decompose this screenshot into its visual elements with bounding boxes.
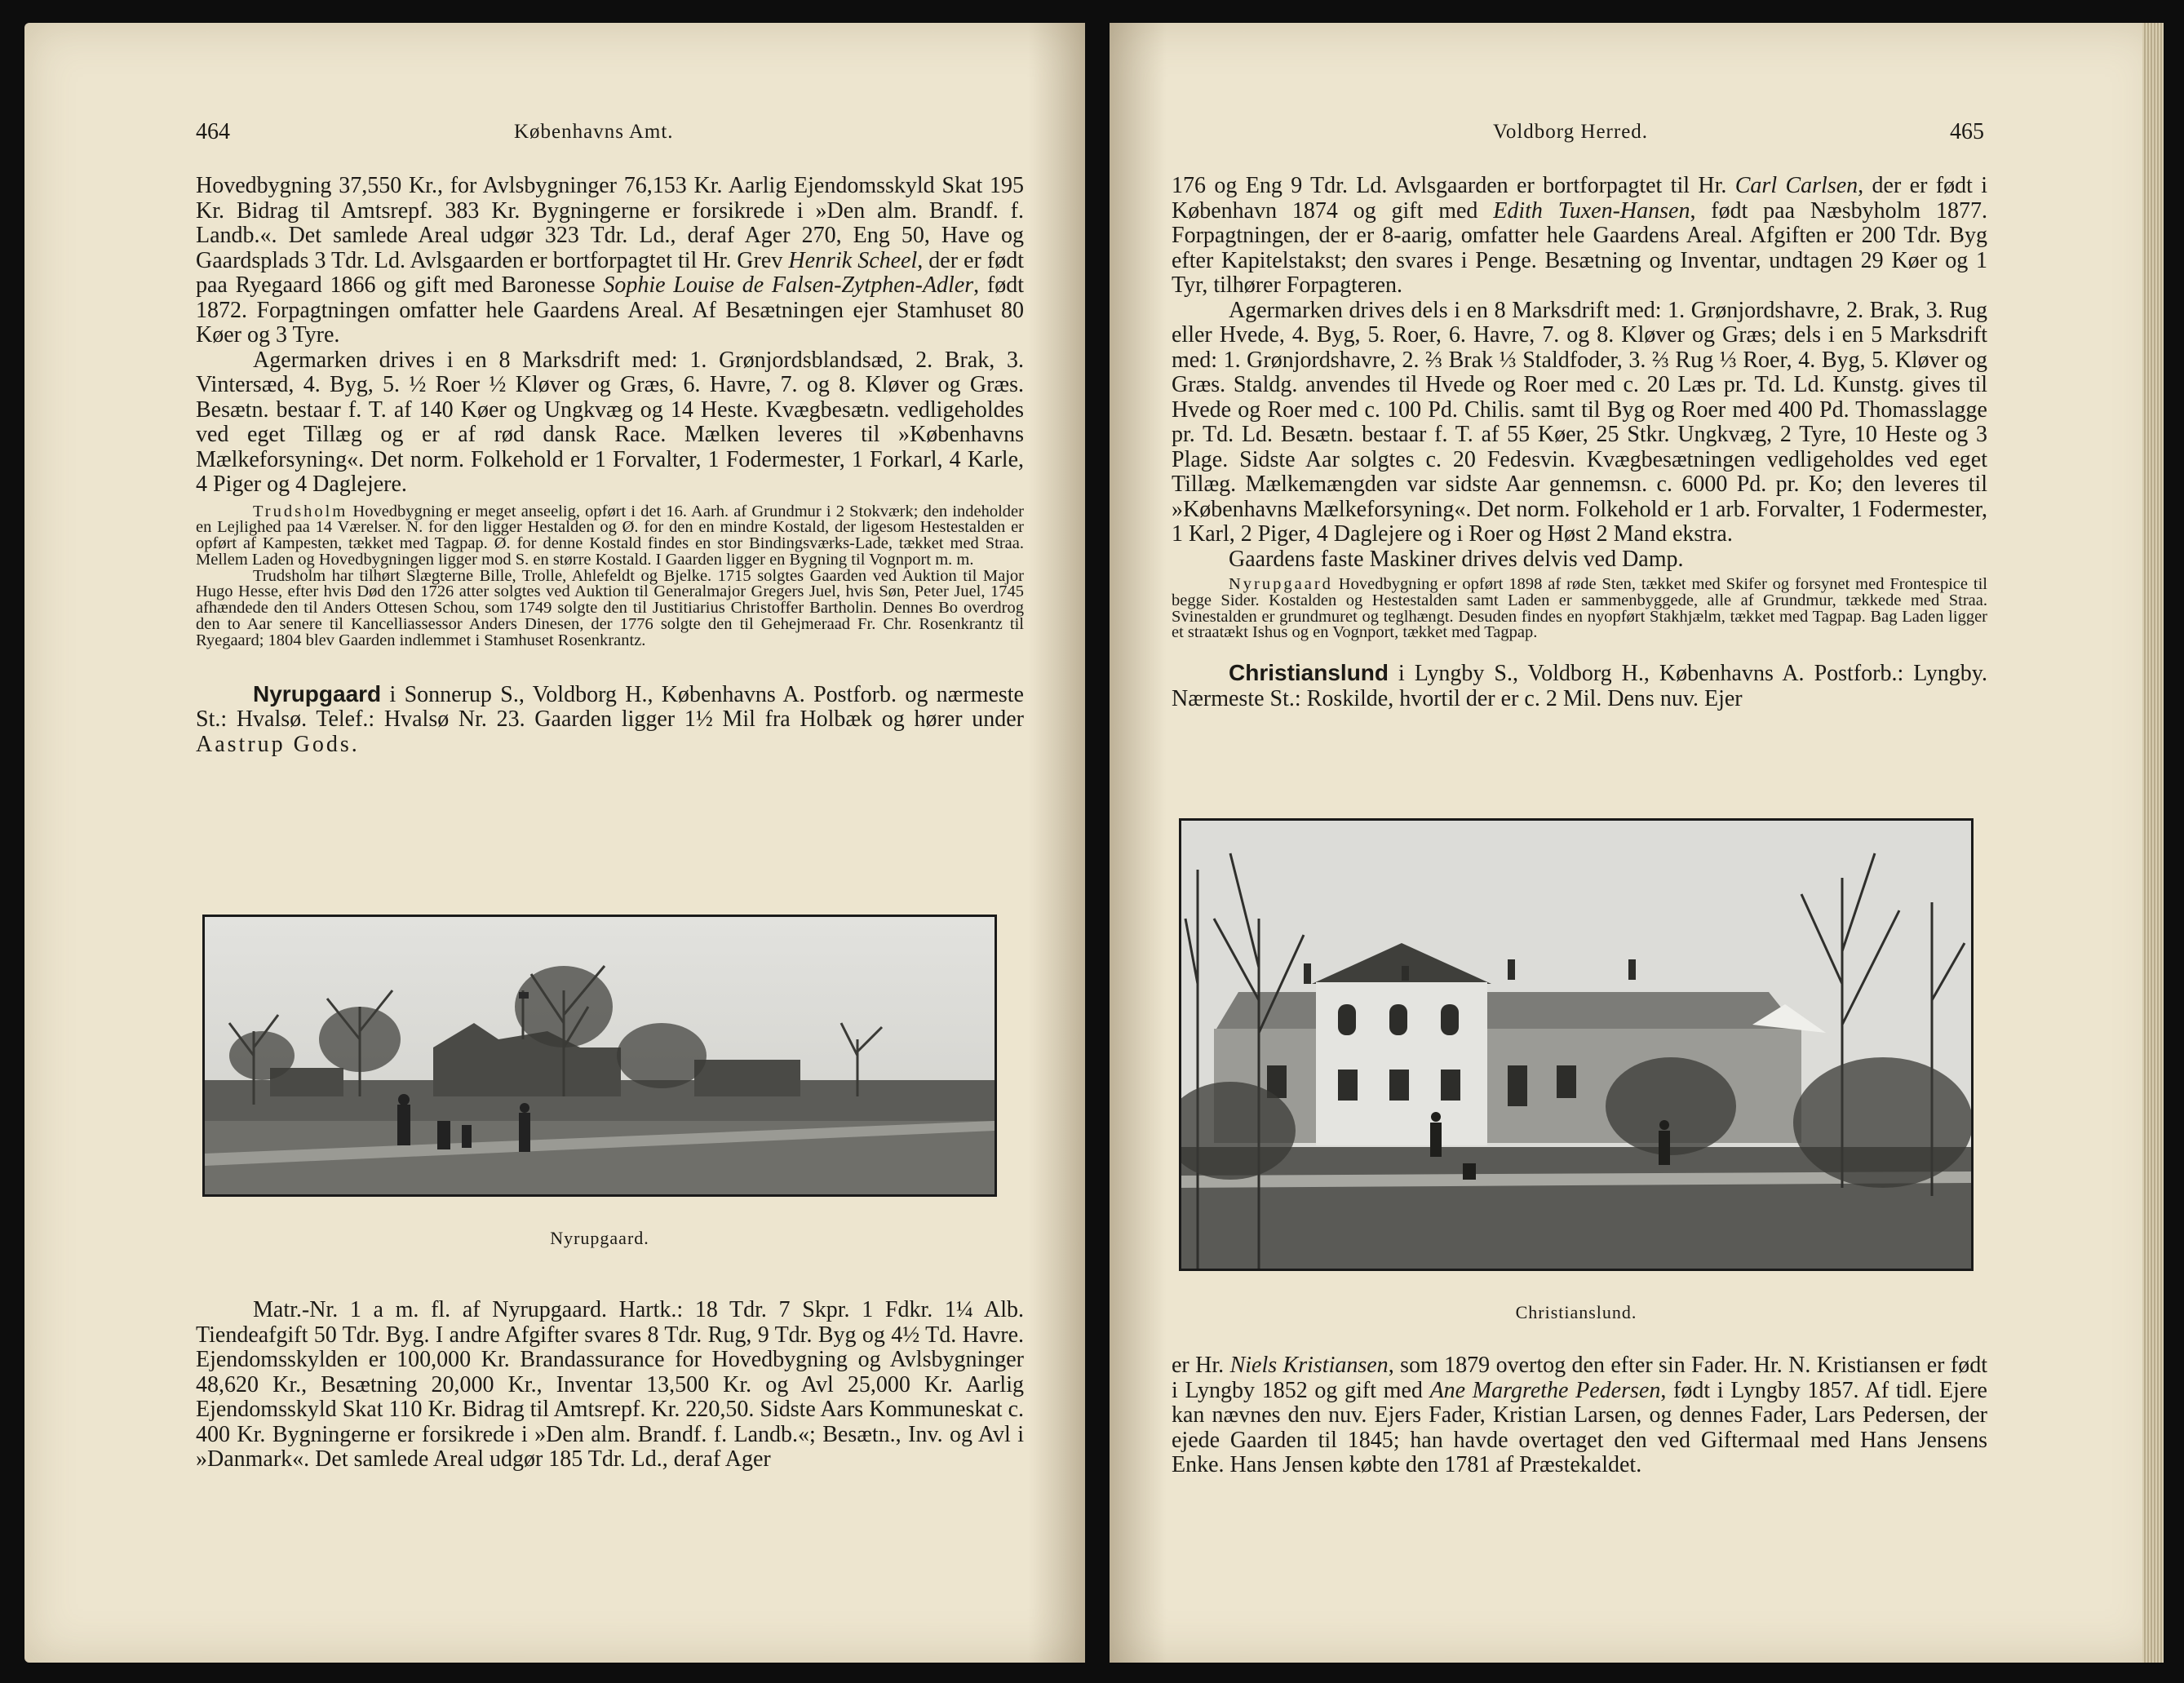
estate-nyrupgaard-text: i Sonnerup S., Voldborg H., Københavns A. Postforb. og nærmeste St.: Hvalsø. Telef.: Hvalsø Nr. 23. Gaarden ligger 1½ Mil fra Holbæk og hører under <box>196 681 1024 733</box>
left-text-block-bottom <box>196 1298 1024 1473</box>
right-para4c-text: , født i Lyngby 1857. Af tidl. Ejere kan nævnes den nuv. Ejers Fader, Kristian Larsen, og dennes Fader, Lars Pedersen, der ejede Gaarden til 1845; han havde overtaget den ved Giftermaal med Hans Jensens Enke. Hans Jensen købte den 1781 af Præstekaldet. <box>1172 1377 1987 1477</box>
trudsholm-lead: Trudsholm <box>253 502 348 520</box>
right-page <box>1110 23 2164 1663</box>
name-ane-margrethe: Ane Margrethe Pedersen <box>1429 1377 1661 1403</box>
trudsholm-note-2: Trudsholm har tilhørt Slægterne Bille, Trolle, Ahlefeldt og Bjelke. 1715 solgtes Gaarden ved Auktion til Major Hugo Hesse, efter hvis Død den 1726 atter solgtes ved Auktion til Generalmajor Gregers Juel, hvis Søn, Peter Juel, 1745 afhændede den til Anders Ottesen Schou, som 1749 solgte den til Justitiarius Christoffer Bartholin. Dennes Bo overdrog den to Aar senere til Kancelliassessor Anders Dinesen, der 1776 solgte den til Gehejmeraad Fr. Chr. Rosenkrantz til Ryegaard; 1804 blev Gaarden indlemmet i Stamhuset Rosenkrantz. <box>196 566 1024 649</box>
right-paragraph-3: Gaardens faste Maskiner drives delvis ved Damp. <box>1229 546 1684 572</box>
left-page <box>24 23 1085 1663</box>
nyrupgaard-note <box>1172 577 1987 641</box>
estate-name-nyrupgaard: Nyrupgaard <box>253 680 382 706</box>
estate-christianslund-text: i Lyngby S., Voldborg H., Københavns A. Postforb.: Lyngby. Nærmeste St.: Roskilde, hvortil der er c. 2 Mil. Dens nuv. Ejer <box>1172 661 1987 711</box>
left-paragraph-2: Agermarken drives i en 8 Marksdrift med: 1. Grønjordsblandsæd, 2. Brak, 3. Vintersæd, 4. Byg, 5. ½ Roer ½ Kløver og Græs, 6. Havre, 7. og 8. Kløver og Græs. Besætn. bestaar f. T. af 140 Køer og Ungkvæg og 14 Heste. Kvægbesætn. vedligeholdes ved eget Tillæg og er af rød dansk Race. Mælken leveres til »Københavns Mælkeforsyning«. Det norm. Folkehold er 1 Forvalter, 1 Fodermester, 1 Forkarl, 4 Karle, 4 Piger og 4 Daglejere. <box>196 347 1024 497</box>
running-head-left: Københavns Amt. <box>514 121 674 143</box>
estate-gods-name: Aastrup Gods <box>196 731 352 757</box>
estate-christianslund-intro <box>1172 661 1987 711</box>
left-para1b-text: , der er født paa Ryegaard 1866 og gift med Baronesse <box>196 247 1024 298</box>
right-para1-text: 176 og Eng 9 Tdr. Ld. Avlsgaarden er bortforpagtet til Hr. <box>1172 173 1735 198</box>
name-henrik-scheel: Henrik Scheel <box>788 247 918 273</box>
page-number-right: 465 <box>1950 119 1984 144</box>
trudsholm-note-1 <box>196 504 1024 569</box>
nyrupgaard-note-lead: Nyrupgaard <box>1229 575 1333 593</box>
right-para4b-text: , som 1879 overtog den efter sin Fader. Hr. N. Kristiansen er født i Lyngby 1852 og gift med <box>1172 1353 1987 1403</box>
caption-christianslund: Christianslund. <box>1515 1302 1637 1322</box>
name-sophie: Sophie Louise de Falsen-Zytphen-Adler <box>603 272 974 298</box>
name-carl-carlsen: Carl Carlsen <box>1734 173 1858 198</box>
nyrupgaard-note-text: Hovedbygning er opført 1898 af røde Sten, tækket med Skifer og forsynet med Frontespice til begge Sider. Kostalden og Hestestalden samt Laden er sammenbyggede, alle af Grundmur, tækkede med Straa. Svinestalden er grundmuret og teglhængt. Desuden findes en nyopført Stakhjælm, tækket med Tagpap. Bag Laden ligger et straatækt Ishus og en Vognport, tækket med Tagpap. <box>1172 575 1987 642</box>
right-paragraph-4 <box>1172 1353 1987 1478</box>
right-gutter-shadow <box>1110 23 1167 1663</box>
name-niels-kristiansen: Niels Kristiansen <box>1229 1353 1389 1378</box>
left-gutter-shadow <box>1028 23 1085 1663</box>
right-text-block-top <box>1172 174 1987 711</box>
christianslund-photo-image <box>1181 821 1971 1269</box>
photo-christianslund <box>1179 818 1974 1271</box>
left-para1-text: Hovedbygning 37,550 Kr., for Avlsbygninger 76,153 Kr. Aarlig Ejendomsskyld Skat 195 Kr. Bidrag til Amtsrepf. 383 Kr. Bygningerne er forsikrede i »Den alm. Brandf. f. Landb.«. Det samlede Areal udgør 323 Tdr. Ld., deraf Ager 270, Eng 50, Have og Gaardsplads 3 Tdr. Ld. Avlsgaarden er bortforpagtet til Hr. Grev <box>196 173 1024 273</box>
left-paragraph-3: Matr.-Nr. 1 a m. fl. af Nyrupgaard. Hartk.: 18 Tdr. 7 Skpr. 1 Fdkr. 1¼ Alb. Tiendeafgift 50 Tdr. Byg. I andre Afgifter svares 8 Tdr. Rug, 9 Tdr. Byg og 4½ Td. Havre. Ejendomsskylden er 100,000 Kr. Brandassurance for Hovedbygning og Avlsbygninger 48,620 Kr., Besætning 20,000 Kr., Inventar 13,500 Kr. og Avl 25,000 Kr. Aarlig Ejendomsskyld Skat 110 Kr. Bidrag til Amtsrepf. Kr. 220,50. Sidste Aars Kommuneskat c. 400 Kr. Bygningerne er forsikrede i »Den alm. Brandf. f. Landb.«; Besætn., Inv. og Avl i »Danmark«. Det samlede Areal udgør 185 Tdr. Ld., deraf Ager <box>196 1297 1024 1472</box>
estate-end-punct: . <box>351 731 357 757</box>
estate-name-christianslund: Christianslund <box>1229 660 1389 686</box>
right-para1c-text: , født paa Næsbyholm 1877. Forpagtningen, der er 8-aarig, omfatter hele Gaardens Areal. Afgiften er 200 Tdr. Byg efter Kapitelstakst; den svares i Penge. Besætning og Inventar, undtagen 29 Køer og 1 Tyr, tilhører Forpagteren. <box>1172 197 1988 298</box>
caption-nyrupgaard: Nyrupgaard. <box>550 1228 649 1248</box>
page-number-left: 464 <box>196 119 230 144</box>
name-edith: Edith Tuxen-Hansen <box>1493 197 1690 224</box>
right-paragraph-2: Agermarken drives dels i en 8 Marksdrift med: 1. Grønjordshavre, 2. Brak, 3. Rug eller Hvede, 4. Byg, 5. Roer, 6. Havre, 7. og 8. Kløver og Græs; dels i en 5 Marksdrift med: 1. Grønjordshavre, 2. ⅔ Brak ⅓ Staldfoder, 3. ⅔ Rug ⅓ Roer, 4. Byg, 5. Kløver og Græs. Staldg. anvendes til Hvede og Roer med c. 20 Læs pr. Td. Ld. Kunstg. gives til Hvede og Roer med c. 100 Pd. Chilis. samt til Byg og Roer med 400 Pd. Thomasslagge pr. Td. Ld. Besætn. bestaar f. T. af 55 Køer, 25 Stkr. Ungkvæg, 2 Tyre, 10 Heste og 3 Plage. Sidste Aar solgtes c. 20 Fedesvin. Kvægbesætningen vedligeholdes ved eget Tillæg. Mælkemængden var sidste Aar gennemsn. c. 6000 Pd. pr. Ko; den leveres til »Københavns Mælkeforsyning«. Det norm. Folkehold er 1 arb. Forvalter, 1 Fodermester, 1 Karl, 2 Piger, 4 Daglejere og i Roer og Høst 2 Mand ekstra. <box>1172 297 1987 547</box>
right-text-block-bottom <box>1172 1353 1987 1478</box>
nyrupgaard-photo-image <box>205 917 995 1194</box>
right-paragraph-1 <box>1172 174 1987 299</box>
left-paragraph-1 <box>196 174 1024 348</box>
left-text-block-top <box>196 174 1024 757</box>
trudsholm-note-1-text: Hovedbygning er meget anseelig, opført i det 16. Aarh. af Grundmur i 2 Stokværk; den indeholder en Lejlighed paa 14 Værelser. N. for den ligger Hestalden og Ø. for den en mindre Kostald, der ligesom Hestestalden er opført af Kampesten, tækket med Tagpap. Ø. for denne Kostald findes en stor Bindingsværks-Lade, tækket med Straa. Mellem Laden og Hovedbygningen ligger mod S. en større Kostald. I Gaarden ligger en Bygning til Vognport m. m. <box>196 502 1024 569</box>
page-edges <box>2142 23 2164 1663</box>
right-para1b-text: , der er født i København 1874 og gift med <box>1172 173 1988 224</box>
photo-nyrupgaard <box>202 915 997 1197</box>
left-para1c-text: , født 1872. Forpagtningen omfatter hele Gaardens Areal. Af Besætningen ejer Stamhuset 80 Køer og 3 Tyre. <box>196 272 1024 348</box>
running-head-right: Voldborg Herred. <box>1493 121 1649 143</box>
estate-nyrupgaard-intro <box>196 682 1024 758</box>
right-para4a-text: er Hr. <box>1172 1353 1230 1378</box>
